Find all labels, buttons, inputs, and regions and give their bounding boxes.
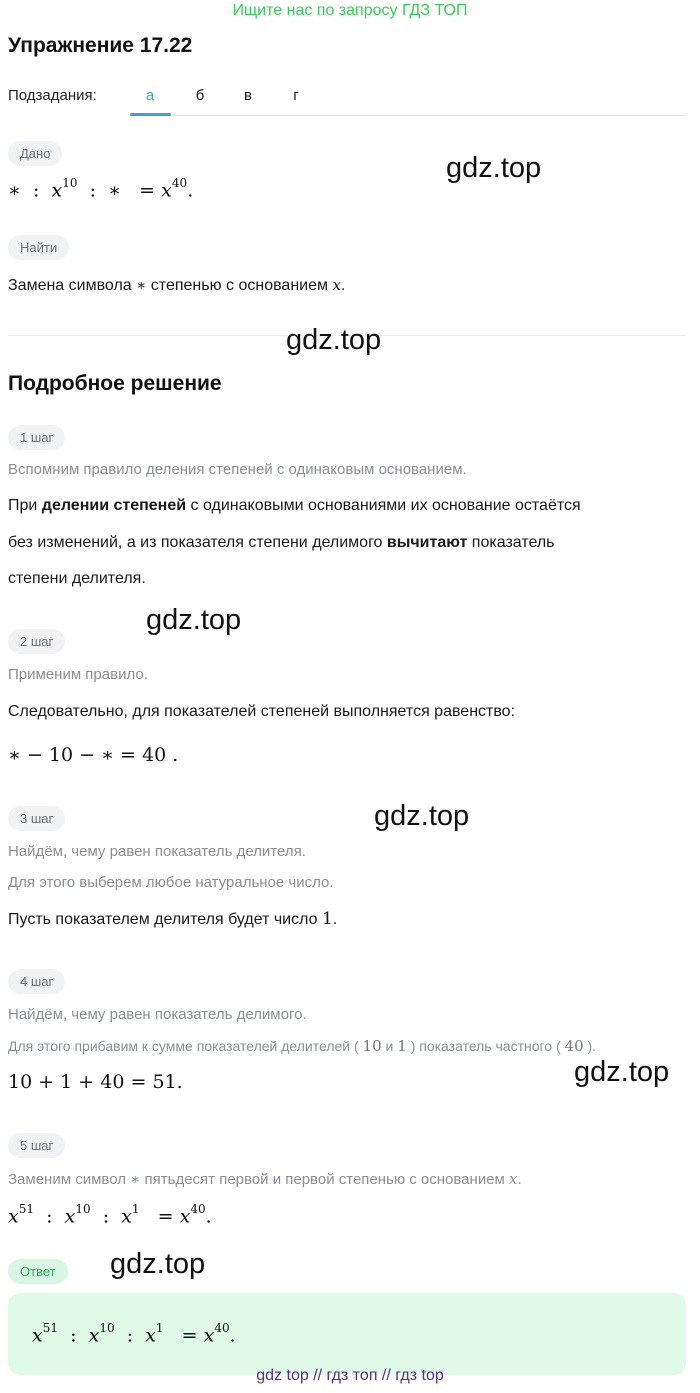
- step3-hint1: Найдём, чему равен показатель делителя.: [8, 843, 306, 860]
- step4-badge: 4 шаг: [8, 969, 65, 994]
- tab-g[interactable]: г: [293, 87, 299, 104]
- page-title: Упражнение 17.22: [8, 34, 193, 57]
- find-text: Замена символа ∗ степенью с основанием x.: [8, 276, 346, 294]
- watermark: gdz.top: [146, 604, 242, 636]
- step2-badge: 2 шаг: [8, 629, 65, 654]
- step2-expression: ∗ − 10 − ∗ = 40 .: [8, 744, 179, 766]
- step3-badge: 3 шаг: [8, 806, 65, 831]
- answer-badge: Ответ: [8, 1259, 68, 1284]
- given-expression: ∗ : $x^{10}$ : ∗ = $x^{40}$.: [8, 176, 194, 202]
- step1-line3: степени делителя.: [8, 570, 146, 587]
- step5-hint: Заменим символ ∗ пятьдесят первой и первой степенью с основанием x.: [8, 1170, 522, 1188]
- step1-badge: 1 шаг: [8, 425, 65, 450]
- tabs-baseline: [130, 115, 686, 116]
- step1-hint: Вспомним правило деления степеней с одинаковым основанием.: [8, 461, 467, 478]
- find-badge: Найти: [8, 235, 69, 260]
- watermark: gdz.top: [574, 1056, 670, 1088]
- step5-badge: 5 шаг: [8, 1133, 65, 1158]
- tab-v[interactable]: в: [244, 87, 252, 104]
- footer-links[interactable]: gdz top // гдз топ // гдз top: [256, 1367, 444, 1384]
- tab-b[interactable]: б: [195, 87, 205, 104]
- watermark: gdz.top: [374, 800, 470, 832]
- step2-text: Следовательно, для показателей степеней выполняется равенство:: [8, 703, 516, 720]
- step4-hint2: Для этого прибавим к сумме показателей делителей ( 10 и 1 ) показатель частного ( 40 ).: [8, 1037, 597, 1055]
- step5-expression: $x^{51}$ : $x^{10}$ : $x^1$ = $x^{40}$.: [8, 1202, 212, 1228]
- solution-title: Подробное решение: [8, 372, 222, 395]
- answer-expression: $x^{51}$ : $x^{10}$ : $x^1$ = $x^{40}$.: [32, 1321, 236, 1347]
- tab-a[interactable]: а: [145, 87, 155, 104]
- step3-hint2: Для этого выберем любое натуральное число.: [8, 874, 334, 891]
- step4-hint1: Найдём, чему равен показатель делимого.: [8, 1006, 307, 1023]
- active-tab-indicator: [130, 113, 171, 116]
- step2-hint: Применим правило.: [8, 666, 148, 683]
- watermark: gdz.top: [286, 324, 382, 356]
- step1-line2: без изменений, а из показателя степени делимого вычитают показатель: [8, 534, 555, 551]
- watermark: gdz.top: [446, 152, 542, 184]
- step3-text: Пусть показателем делителя будет число 1.: [8, 909, 338, 929]
- given-badge: Дано: [8, 141, 62, 166]
- search-banner: Ищите нас по запросу ГДЗ ТОП: [232, 2, 468, 19]
- subtasks-label: Подзадания:: [8, 87, 97, 104]
- watermark: gdz.top: [110, 1248, 206, 1280]
- step1-line1: При делении степеней с одинаковыми основаниями их основание остаётся: [8, 497, 581, 514]
- step4-expression: 10 + 1 + 40 = 51.: [8, 1071, 183, 1093]
